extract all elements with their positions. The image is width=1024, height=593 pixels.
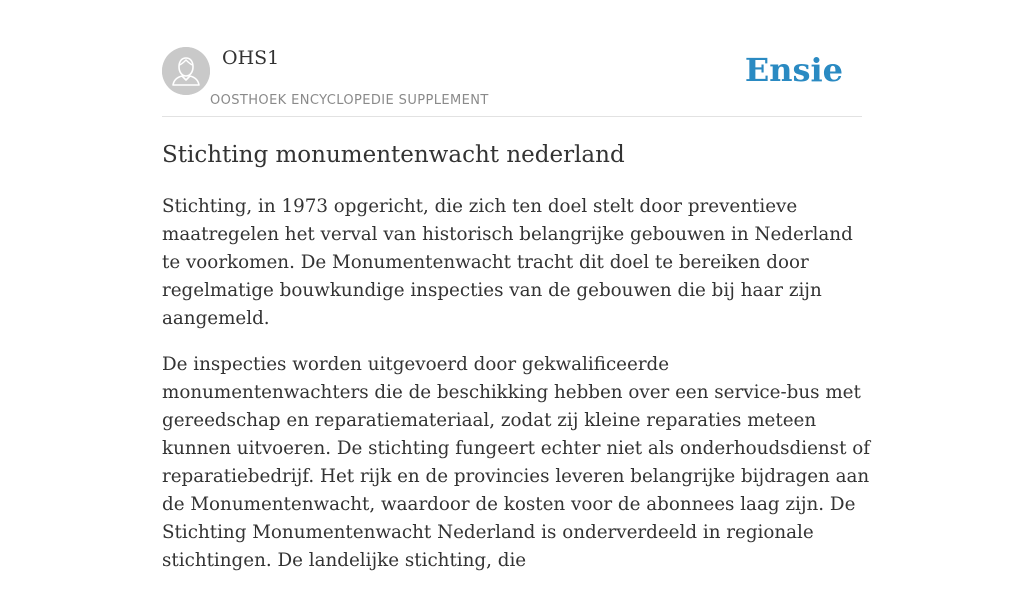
header [162, 46, 862, 117]
user-avatar-icon[interactable] [162, 47, 210, 95]
article [162, 139, 872, 593]
author-name[interactable]: OHS1 [222, 47, 280, 69]
article-paragraph: Stichting, in 1973 opgericht, die zich ten doel stelt door preventieve maatregelen het verval van historisch belangrijke gebouwen in Nederland te voorkomen. De Monumentenwacht tracht dit doel te bereiken door regelmatige bouwkundige inspecties van de gebouwen die bij haar zijn aangemeld. [162, 196, 853, 329]
source-label: OOSTHOEK ENCYCLOPEDIE SUPPLEMENT [210, 93, 489, 108]
brand-logo[interactable]: Ensie [744, 51, 843, 89]
article-title: Stichting monumentenwacht nederland [162, 142, 625, 168]
article-paragraph: De inspecties worden uitgevoerd door gekwalificeerde monumentenwachters die de beschikking hebben over een service-bus met gereedschap en reparatiemateriaal, zodat zij kleine reparaties meteen kunnen uitvoeren. De stichting fungeert echter niet als onderhoudsdienst of reparatiebedrijf. Het rijk en de provincies leveren belangrijke bijdragen aan de Monumentenwacht, waardoor de kosten voor de abonnees laag zijn. De Stichting Monumentenwacht Nederland is onderverdeeld in regionale stichtingen. De landelijke stichting, die [162, 354, 870, 571]
